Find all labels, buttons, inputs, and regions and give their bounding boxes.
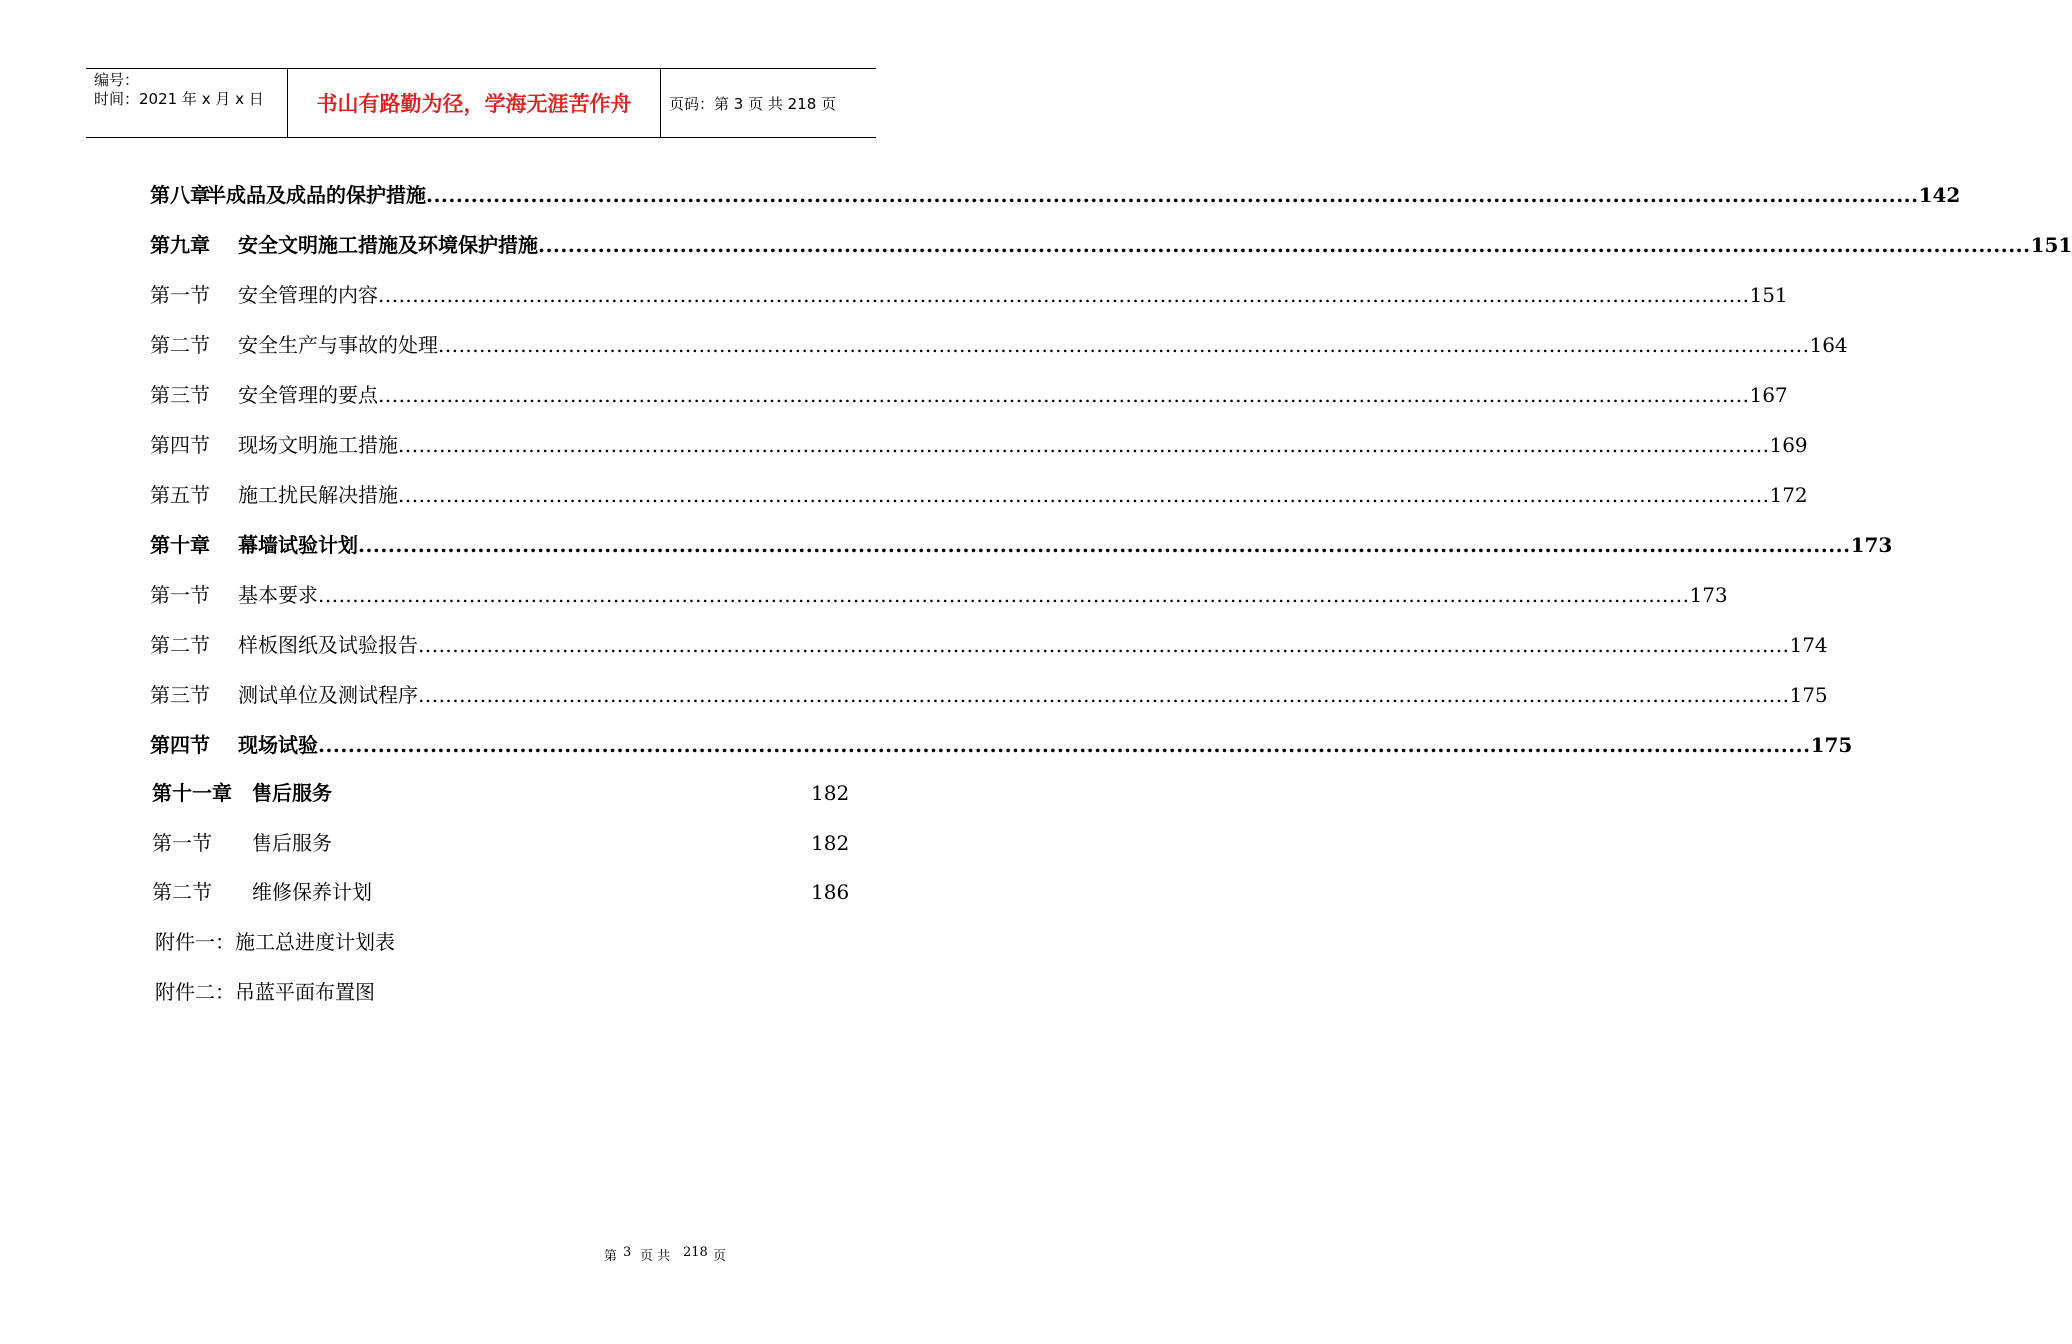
- toc-plain-page: 182: [811, 831, 850, 855]
- toc-title: 安全生产与事故的处理: [238, 333, 438, 357]
- toc-entry[interactable]: [150, 730, 1853, 760]
- footer-middle: 页 共: [640, 1249, 671, 1264]
- toc-leader: ........................................................................................................................................................................................................: [398, 433, 1770, 457]
- toc-number: 第二节: [150, 333, 210, 357]
- header-meta: [86, 69, 288, 137]
- toc-plain-number: 第十一章: [152, 781, 232, 805]
- toc-page: 151: [1749, 283, 1788, 307]
- toc-leader: ........................................................................................................................................................................................................: [438, 333, 1810, 357]
- toc-plain-title[interactable]: 售后服务: [252, 781, 332, 805]
- toc-entry[interactable]: [150, 230, 2072, 260]
- toc-leader: ........................................................................................................................................................................................................: [398, 483, 1770, 507]
- toc-entry[interactable]: [150, 430, 1808, 460]
- header-page-info: 页码：第 3 页 共 218 页: [669, 94, 837, 113]
- toc-number: 第十章: [150, 533, 210, 557]
- toc-title: 安全管理的内容: [238, 283, 378, 307]
- toc-title: 安全文明施工措施及环境保护措施: [238, 233, 538, 257]
- toc-number: 第一节: [150, 283, 210, 307]
- toc-plain-page: 182: [811, 781, 850, 805]
- appendix-item[interactable]: 附件二：吊蓝平面布置图: [155, 980, 375, 1004]
- toc-entry[interactable]: [150, 280, 1788, 310]
- toc-number: 第二节: [150, 633, 210, 657]
- toc-page: 172: [1769, 483, 1808, 507]
- toc-title: 幕墙试验计划: [238, 533, 358, 557]
- toc-title: 测试单位及测试程序: [238, 683, 418, 707]
- toc-page: 164: [1809, 333, 1848, 357]
- toc-leader: ........................................................................................................................................................................................................: [418, 633, 1790, 657]
- toc-leader: ........................................................................................................................................................................................................: [358, 533, 1851, 557]
- toc-leader: ........................................................................................................................................................................................................: [426, 183, 1919, 207]
- toc-number: 第三节: [150, 683, 210, 707]
- footer-total: 218: [683, 1245, 708, 1260]
- toc-leader: ........................................................................................................................................................................................................: [378, 283, 1750, 307]
- toc-plain-title[interactable]: 售后服务: [252, 831, 332, 855]
- toc-page: 173: [1850, 533, 1893, 557]
- toc-leader: ........................................................................................................................................................................................................: [318, 583, 1690, 607]
- toc-number: 第五节: [150, 483, 210, 507]
- toc-page: 175: [1810, 733, 1853, 757]
- toc-number: 第四节: [150, 433, 210, 457]
- toc-plain-title[interactable]: 维修保养计划: [252, 880, 372, 904]
- toc-page: 142: [1918, 183, 1961, 207]
- page-header: [86, 68, 876, 138]
- toc-title: 基本要求: [238, 583, 318, 607]
- toc-page: 173: [1689, 583, 1728, 607]
- toc-page: 174: [1789, 633, 1828, 657]
- toc-leader: ........................................................................................................................................................................................................: [418, 683, 1790, 707]
- toc-title: 施工扰民解决措施: [238, 483, 398, 507]
- toc-entry[interactable]: [150, 530, 1893, 560]
- toc-title: 现场文明施工措施: [238, 433, 398, 457]
- header-motto: 书山有路勤为径，学海无涯苦作舟: [288, 69, 661, 137]
- footer-page: 3: [623, 1245, 632, 1260]
- toc-number: 第一节: [150, 583, 210, 607]
- toc-title: 现场试验: [238, 733, 318, 757]
- time-label: 时间：2021 年 x 月 x 日: [94, 90, 264, 108]
- toc-leader: ........................................................................................................................................................................................................: [378, 383, 1750, 407]
- toc-number: 第九章: [150, 233, 210, 257]
- footer-suffix: 页: [713, 1249, 727, 1264]
- toc-entry[interactable]: [150, 630, 1828, 660]
- code-label: 编号：: [94, 71, 140, 89]
- toc-plain-page: 186: [811, 880, 850, 904]
- toc-number: 第四节: [150, 733, 210, 757]
- toc-entry[interactable]: [150, 330, 1848, 360]
- toc-entry[interactable]: [150, 480, 1808, 510]
- toc-entry[interactable]: [150, 380, 1788, 410]
- toc-plain-number: 第二节: [152, 880, 212, 904]
- toc-leader: ........................................................................................................................................................................................................: [538, 233, 2031, 257]
- toc-page: 151: [2030, 233, 2072, 257]
- toc-number: 第八章: [150, 183, 210, 207]
- toc-page: 175: [1789, 683, 1828, 707]
- toc-leader: ........................................................................................................................................................................................................: [318, 733, 1811, 757]
- toc-page: 167: [1749, 383, 1788, 407]
- footer-prefix: 第: [604, 1249, 618, 1264]
- toc-number: 第三节: [150, 383, 210, 407]
- toc-entry[interactable]: [150, 680, 1828, 710]
- appendix-item[interactable]: 附件一：施工总进度计划表: [155, 930, 395, 954]
- toc-title: 样板图纸及试验报告: [238, 633, 418, 657]
- toc-entry[interactable]: [150, 180, 1961, 210]
- toc-plain-number: 第一节: [152, 831, 212, 855]
- toc-entry[interactable]: [150, 580, 1728, 610]
- toc-title: 安全管理的要点: [238, 383, 378, 407]
- toc-title: 半成品及成品的保护措施: [206, 183, 426, 207]
- toc-page: 169: [1769, 433, 1808, 457]
